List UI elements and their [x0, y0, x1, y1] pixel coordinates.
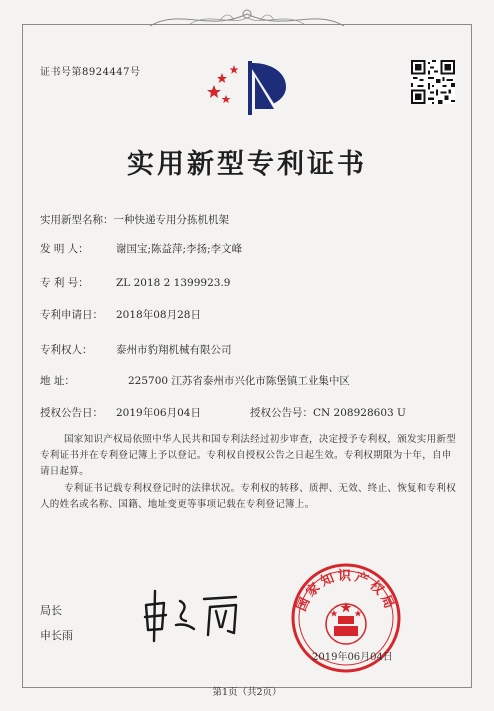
- page-title: 实用新型专利证书: [127, 149, 367, 180]
- inventor-row: [40, 241, 242, 256]
- grant-date-value: 2019年06月04日: [116, 407, 201, 419]
- handwritten-signature: [140, 585, 260, 645]
- director-title: 局长: [40, 604, 62, 617]
- certificate-number: 证书号第8924447号: [40, 67, 141, 78]
- svg-text:国家知识产权局: 国家知识产权局: [294, 569, 398, 614]
- patent-number-label: 专 利 号：: [40, 277, 89, 289]
- inventor-label: 发 明 人：: [40, 243, 89, 255]
- filing-date-label: 专利申请日：: [40, 309, 103, 321]
- patent-owner-value: 泰州市豹翔机械有限公司: [116, 344, 232, 356]
- page-footer: 第1页（共2页）: [212, 687, 282, 698]
- decorative-ornament: [150, 4, 344, 34]
- inventor-value: 谢国宝;陈益萍;李扬;李文峰: [116, 243, 243, 255]
- grant-number-row: [250, 405, 406, 420]
- utility-model-name-value: 一种快递专用分拣机机架: [113, 214, 229, 226]
- patent-number-row: [40, 275, 230, 290]
- utility-model-name-row: [40, 212, 229, 227]
- patent-number-value: ZL 2018 2 1399923.9: [116, 277, 231, 289]
- utility-model-name-label: 实用新型名称：: [40, 214, 114, 226]
- legal-status-paragraph: 专利证书记载专利权登记时的法律状况。专利权的转移、质押、无效、终止、恢复和专利权人的姓名或名称、国籍、地址变更等事项记载在专利登记簿上。: [40, 483, 457, 510]
- patent-owner-row: [40, 342, 232, 357]
- patent-office-emblem: [200, 55, 300, 120]
- director-name: 申长雨: [40, 629, 73, 642]
- address-label: 地 址：: [40, 375, 75, 387]
- grant-number-value: CN 208928603 U: [313, 407, 406, 419]
- filing-date-value: 2018年08月28日: [116, 309, 201, 321]
- grant-date-label: 授权公告日：: [40, 407, 103, 419]
- qr-code: [411, 60, 455, 104]
- filing-date-row: [40, 307, 201, 322]
- grant-number-label: 授权公告号：: [250, 407, 313, 419]
- grant-statement-paragraph: 国家知识产权局依照中华人民共和国专利法经过初步审查，决定授予专利权，颁发实用新型专利证书并在专利登记簿上予以登记。专利权自授权公告之日起生效。专利权期限为十年，自申请日起算。: [40, 434, 457, 477]
- address-row: [40, 373, 350, 388]
- address-value: 225700 江苏省泰州市兴化市陈堡镇工业集中区: [128, 375, 350, 387]
- seal-date: 2019年06月04日: [312, 652, 393, 663]
- patent-owner-label: 专利权人：: [40, 344, 93, 356]
- grant-date-row: [40, 405, 201, 420]
